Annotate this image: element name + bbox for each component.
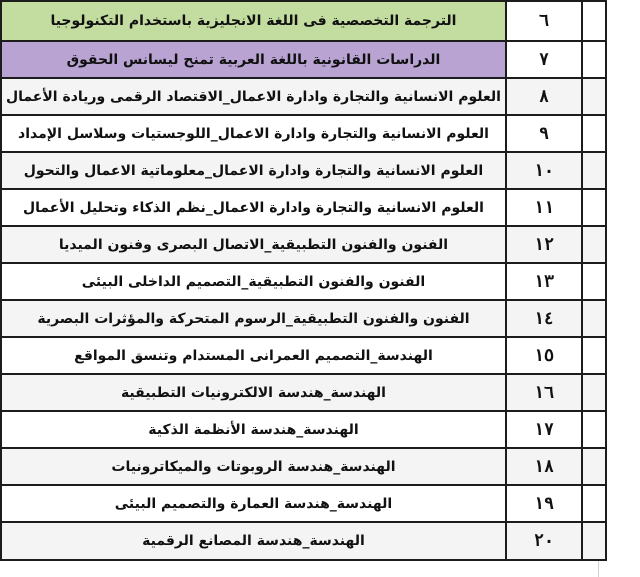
program-title-cell[interactable]: العلوم الانسانية والتجارة وادارة الاعمال_اللوجستيات وسلاسل الإمداد xyxy=(1,115,506,152)
table-row xyxy=(1,152,606,189)
program-title-cell[interactable]: العلوم الانسانية والتجارة وادارة الاعمال_الاقتصاد الرقمى وريادة الأعمال xyxy=(1,78,506,115)
program-title-cell[interactable]: الفنون والفنون التطبيقية_الرسوم المتحركة والمؤثرات البصرية xyxy=(1,300,506,337)
program-title-cell[interactable]: الهندسة_هندسة المصانع الرقمية xyxy=(1,522,506,560)
program-title-cell[interactable]: الفنون والفنون التطبيقية_الاتصال البصرى وفنون الميديا xyxy=(1,226,506,263)
programs-table-body xyxy=(1,1,606,560)
empty-cell[interactable] xyxy=(582,41,606,78)
row-number-cell[interactable]: ١٣ xyxy=(506,263,582,300)
empty-cell[interactable] xyxy=(582,485,606,522)
row-number-cell[interactable]: ١٠ xyxy=(506,152,582,189)
table-row xyxy=(1,522,606,560)
row-number-cell[interactable]: ١٤ xyxy=(506,300,582,337)
table-row xyxy=(1,189,606,226)
row-number-cell[interactable]: ١٧ xyxy=(506,411,582,448)
empty-cell[interactable] xyxy=(582,115,606,152)
program-title-cell[interactable]: الهندسة_هندسة العمارة والتصميم البيئى xyxy=(1,485,506,522)
row-number-cell[interactable]: ١٨ xyxy=(506,448,582,485)
program-title-cell[interactable]: الفنون والفنون التطبيقية_التصميم الداخلى البيئى xyxy=(1,263,506,300)
table-row xyxy=(1,411,606,448)
empty-cell[interactable] xyxy=(582,300,606,337)
table-row xyxy=(1,300,606,337)
program-title-cell[interactable]: الهندسة_هندسة الالكترونيات التطبيقية xyxy=(1,374,506,411)
empty-cell[interactable] xyxy=(582,78,606,115)
table-row xyxy=(1,337,606,374)
table-row xyxy=(1,485,606,522)
program-title-cell[interactable]: الدراسات القانونية باللغة العربية تمنح ليسانس الحقوق xyxy=(1,41,506,78)
table-row xyxy=(1,448,606,485)
row-number-cell[interactable]: ٢٠ xyxy=(506,522,582,560)
empty-cell[interactable] xyxy=(582,152,606,189)
table-row xyxy=(1,226,606,263)
table-row xyxy=(1,263,606,300)
program-title-cell[interactable]: الهندسة_هندسة الروبوتات والميكاترونيات xyxy=(1,448,506,485)
empty-cell[interactable] xyxy=(582,226,606,263)
row-number-cell[interactable]: ١٢ xyxy=(506,226,582,263)
row-number-cell[interactable]: ١٦ xyxy=(506,374,582,411)
row-number-cell[interactable]: ٦ xyxy=(506,1,582,41)
row-number-cell[interactable]: ١٩ xyxy=(506,485,582,522)
empty-cell[interactable] xyxy=(582,411,606,448)
table-row xyxy=(1,41,606,78)
empty-cell[interactable] xyxy=(582,337,606,374)
table-row xyxy=(1,115,606,152)
program-title-cell[interactable]: الهندسة_التصميم العمرانى المستدام وتنسق المواقع xyxy=(1,337,506,374)
empty-cell[interactable] xyxy=(582,522,606,560)
program-title-cell[interactable]: العلوم الانسانية والتجارة وادارة الاعمال_معلوماتية الاعمال والتحول xyxy=(1,152,506,189)
program-title-cell[interactable]: العلوم الانسانية والتجارة وادارة الاعمال_نظم الذكاء وتحليل الأعمال xyxy=(1,189,506,226)
row-number-cell[interactable]: ٧ xyxy=(506,41,582,78)
program-title-cell[interactable]: الهندسة_هندسة الأنظمة الذكية xyxy=(1,411,506,448)
table-row xyxy=(1,1,606,41)
row-number-cell[interactable]: ١١ xyxy=(506,189,582,226)
program-title-cell[interactable]: الترجمة التخصصية فى اللغة الانجليزية باستخدام التكنولوجيا xyxy=(1,1,506,41)
empty-cell[interactable] xyxy=(582,374,606,411)
empty-cell[interactable] xyxy=(582,263,606,300)
empty-cell[interactable] xyxy=(582,1,606,41)
empty-cell[interactable] xyxy=(582,189,606,226)
empty-cell[interactable] xyxy=(582,448,606,485)
row-number-cell[interactable]: ٩ xyxy=(506,115,582,152)
row-number-cell[interactable]: ١٥ xyxy=(506,337,582,374)
table-row xyxy=(1,374,606,411)
row-number-cell[interactable]: ٨ xyxy=(506,78,582,115)
table-row xyxy=(1,78,606,115)
